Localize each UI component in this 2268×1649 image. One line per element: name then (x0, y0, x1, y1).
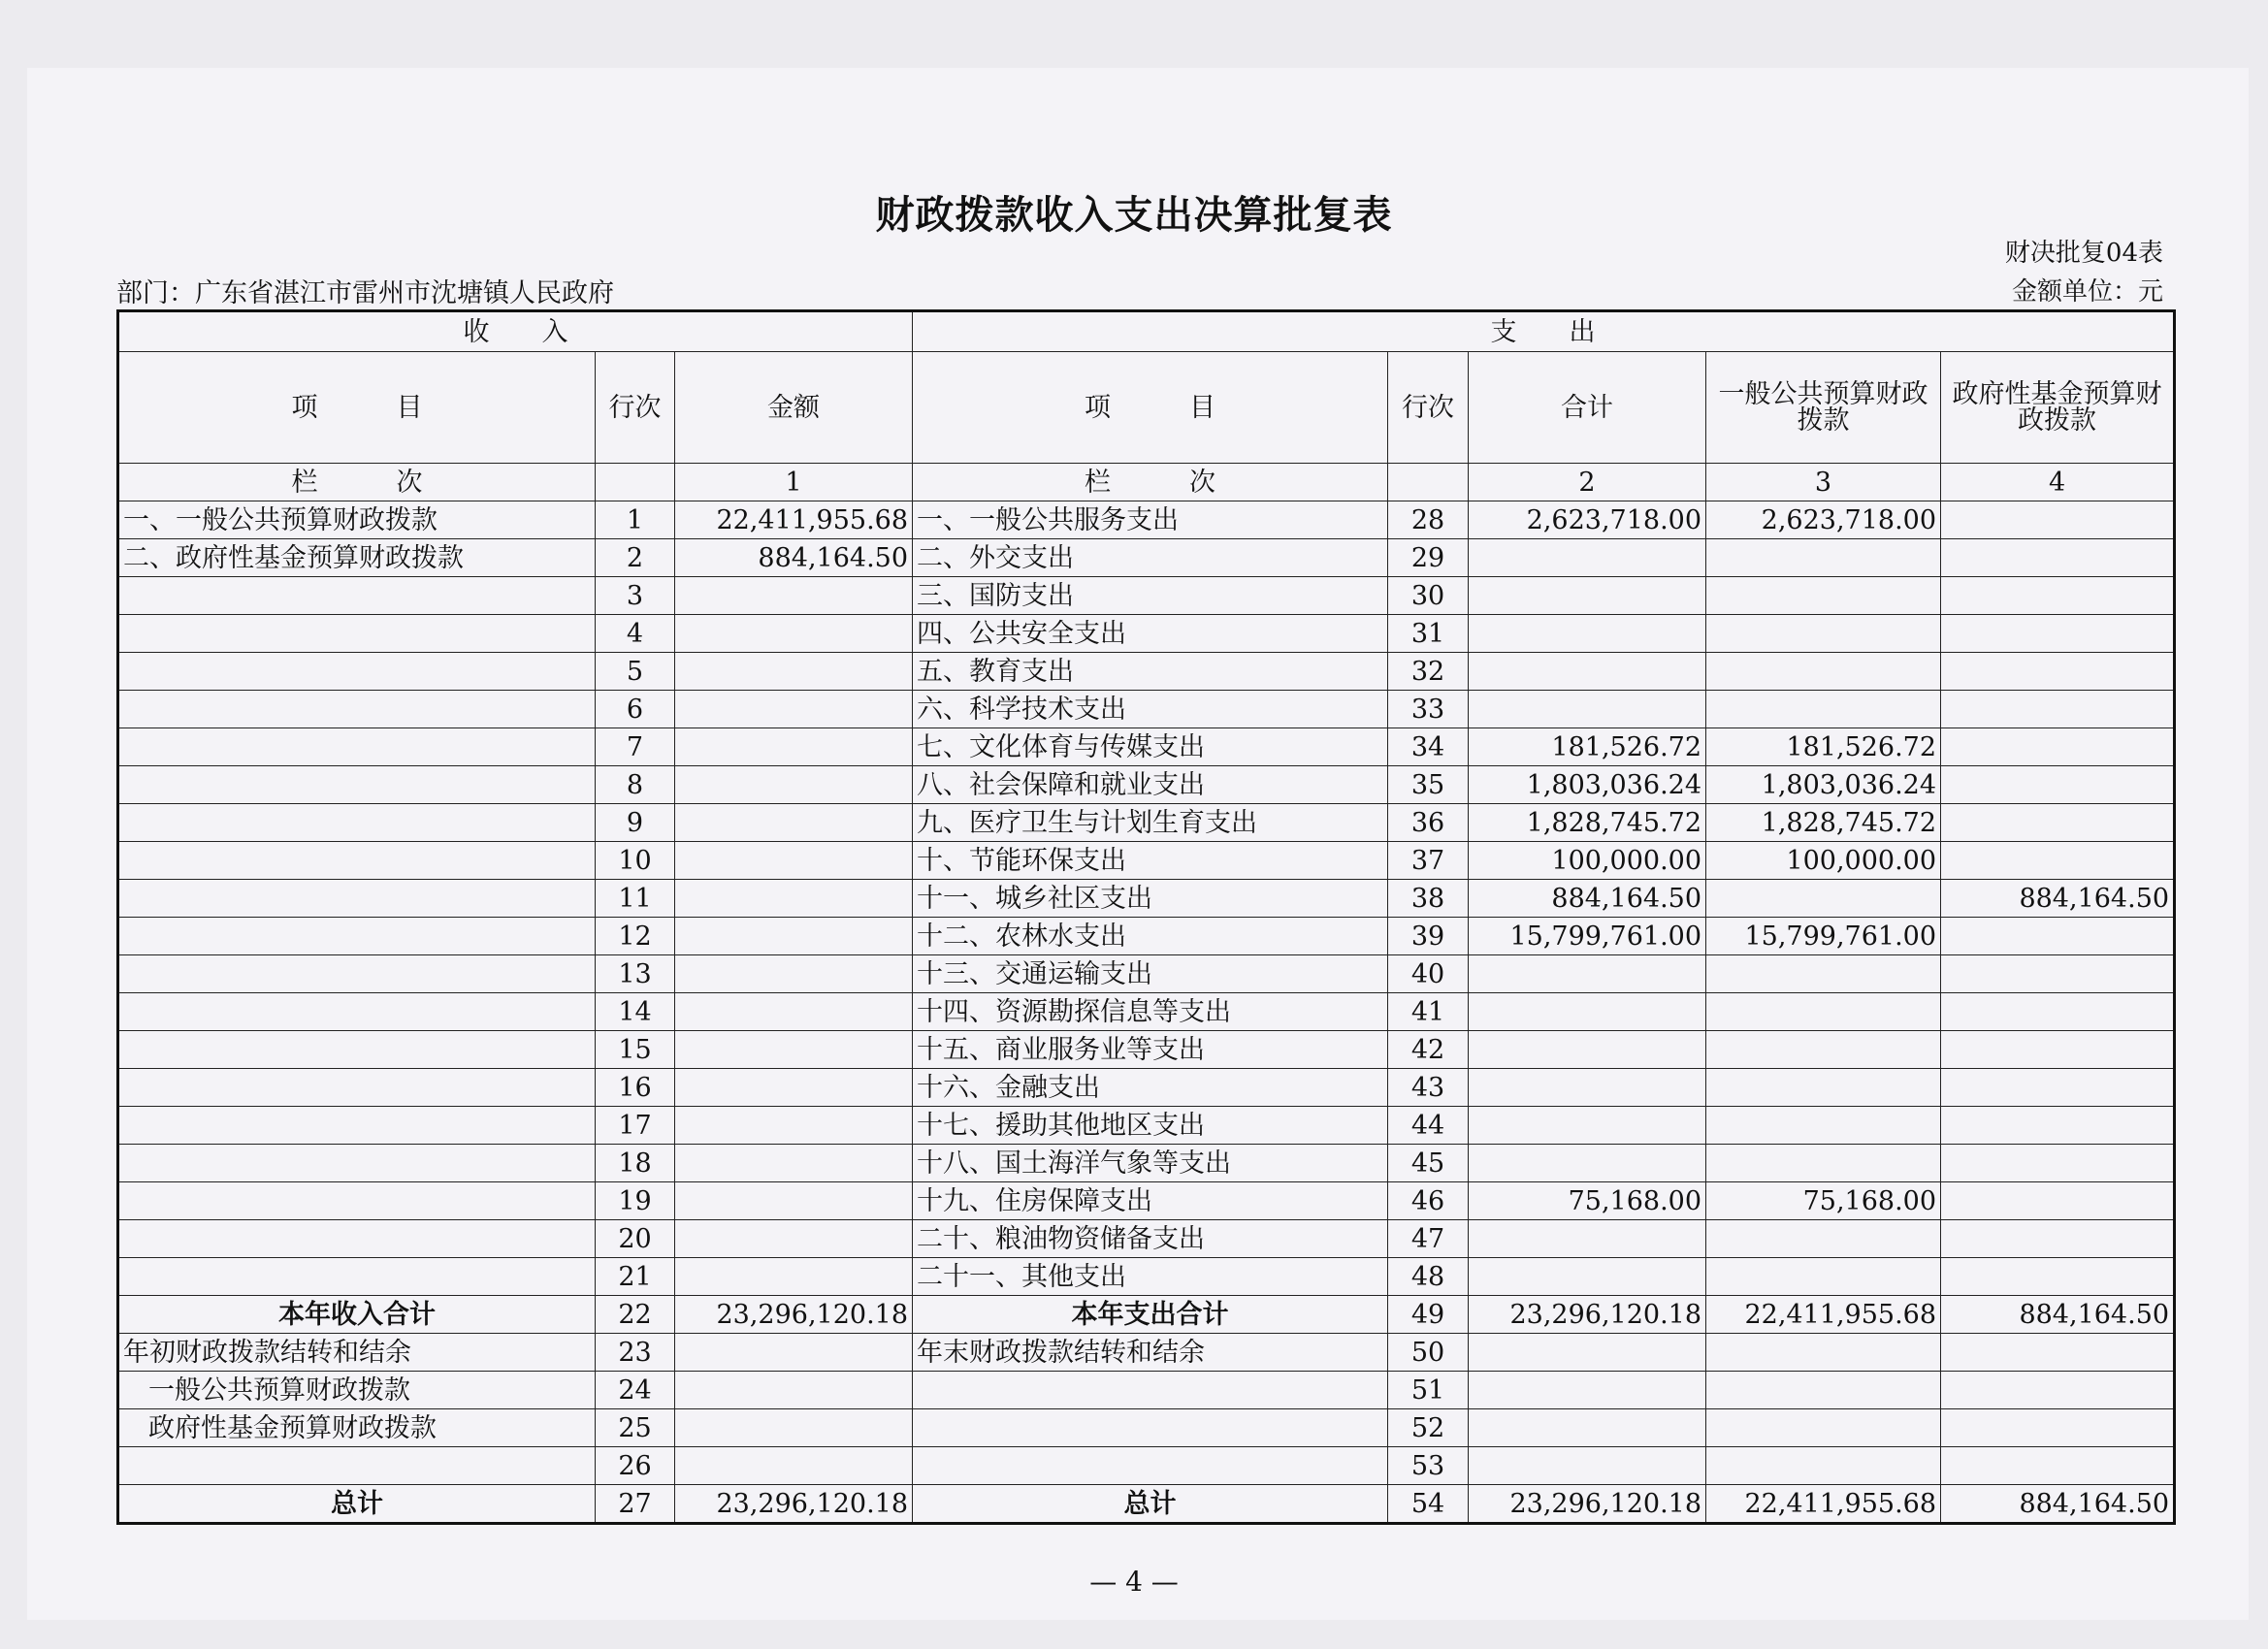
table-row (118, 1258, 2175, 1296)
expense-total-cell: 15,799,761.00 (1469, 918, 1706, 955)
income-amount-cell (675, 955, 913, 993)
general-budget-cell (1706, 1334, 1941, 1372)
expense-row-no-cell: 40 (1388, 955, 1469, 993)
income-row-no-cell: 1 (596, 501, 675, 539)
year-total-row (118, 1296, 2175, 1334)
expense-row-no-cell: 35 (1388, 766, 1469, 804)
fund-budget-cell (1941, 1372, 2175, 1409)
expense-total-cell (1469, 1334, 1706, 1372)
expense-item-cell: 十四、资源勘探信息等支出 (913, 993, 1388, 1031)
income-row-no-cell: 24 (596, 1372, 675, 1409)
income-amount-cell (675, 1182, 913, 1220)
general-budget-cell (1706, 955, 1941, 993)
expense-item-cell: 十三、交通运输支出 (913, 955, 1388, 993)
expense-item-cell: 本年支出合计 (913, 1296, 1388, 1334)
expense-item-cell (913, 1372, 1388, 1409)
expense-row-no-cell: 39 (1388, 918, 1469, 955)
expense-total-header: 合计 (1469, 352, 1706, 464)
income-row-no-cell: 6 (596, 691, 675, 728)
expense-item-cell: 十六、金融支出 (913, 1069, 1388, 1107)
general-budget-cell: 181,526.72 (1706, 728, 1941, 766)
unit-label: 金额单位：元 (2011, 277, 2163, 307)
column-index-1: 1 (675, 464, 913, 501)
income-amount-cell (675, 880, 913, 918)
document-title: 财政拨款收入支出决算批复表 (875, 193, 1393, 238)
fund-budget-cell (1941, 539, 2175, 577)
general-budget-cell (1706, 1447, 1941, 1485)
expense-row-no-cell: 47 (1388, 1220, 1469, 1258)
income-item-cell (118, 1220, 596, 1258)
income-item-cell (118, 1107, 596, 1145)
income-item-cell (118, 728, 596, 766)
income-item-cell: 一、一般公共预算财政拨款 (118, 501, 596, 539)
expense-total-cell (1469, 993, 1706, 1031)
expense-row-no-cell: 49 (1388, 1296, 1469, 1334)
expense-total-cell (1469, 615, 1706, 653)
expense-group-header: 支 出 (913, 311, 2175, 352)
department-label: 部门：广东省湛江市雷州市沈塘镇人民政府 (116, 278, 614, 308)
income-item-cell (118, 653, 596, 691)
income-amount-cell: 22,411,955.68 (675, 501, 913, 539)
expense-row-no-cell: 32 (1388, 653, 1469, 691)
table-row (118, 501, 2175, 539)
fund-budget-cell (1941, 993, 2175, 1031)
income-amount-cell (675, 1409, 913, 1447)
income-row-no-cell: 13 (596, 955, 675, 993)
table-row (118, 615, 2175, 653)
income-item-cell (118, 918, 596, 955)
expense-item-cell (913, 1447, 1388, 1485)
general-budget-cell (1706, 691, 1941, 728)
income-item-cell (118, 577, 596, 615)
income-amount-cell (675, 1372, 913, 1409)
income-row-no-cell: 12 (596, 918, 675, 955)
page-number: — 4 — (1089, 1566, 1179, 1598)
income-amount-cell (675, 615, 913, 653)
general-budget-cell (1706, 577, 1941, 615)
income-row-no-cell: 21 (596, 1258, 675, 1296)
carry-over-row (118, 1372, 2175, 1409)
general-budget-cell (1706, 1409, 1941, 1447)
general-budget-header: 一般公共预算财政拨款 (1706, 352, 1941, 464)
expense-item-cell: 八、社会保障和就业支出 (913, 766, 1388, 804)
income-item-cell (118, 691, 596, 728)
expense-row-no-cell: 28 (1388, 501, 1469, 539)
income-amount-cell: 23,296,120.18 (675, 1296, 913, 1334)
grand-total-row (118, 1485, 2175, 1524)
form-id: 财决批复04表 (2004, 239, 2163, 268)
table-row (118, 842, 2175, 880)
expense-item-cell: 二十、粮油物资储备支出 (913, 1220, 1388, 1258)
income-row-no-cell: 8 (596, 766, 675, 804)
income-item-cell (118, 1145, 596, 1182)
expense-row-no-cell: 50 (1388, 1334, 1469, 1372)
general-budget-cell (1706, 1220, 1941, 1258)
income-row-no-cell: 17 (596, 1107, 675, 1145)
general-budget-cell (1706, 1258, 1941, 1296)
income-item-cell (118, 842, 596, 880)
income-amount-cell (675, 1031, 913, 1069)
general-budget-cell (1706, 880, 1941, 918)
carry-over-row (118, 1447, 2175, 1485)
fund-budget-cell: 884,164.50 (1941, 1296, 2175, 1334)
expense-item-cell: 十、节能环保支出 (913, 842, 1388, 880)
expense-row-no-cell: 34 (1388, 728, 1469, 766)
table-row (118, 653, 2175, 691)
expense-item-cell: 年末财政拨款结转和结余 (913, 1334, 1388, 1372)
income-item-cell: 二、政府性基金预算财政拨款 (118, 539, 596, 577)
general-budget-cell: 2,623,718.00 (1706, 501, 1941, 539)
expense-item-cell: 十八、国土海洋气象等支出 (913, 1145, 1388, 1182)
income-amount-cell (675, 653, 913, 691)
fund-budget-cell (1941, 577, 2175, 615)
column-index-empty (596, 464, 675, 501)
income-row-no-cell: 4 (596, 615, 675, 653)
expense-row-no-cell: 43 (1388, 1069, 1469, 1107)
expense-item-cell: 十一、城乡社区支出 (913, 880, 1388, 918)
expense-row-no-cell: 54 (1388, 1485, 1469, 1524)
expense-item-cell: 二十一、其他支出 (913, 1258, 1388, 1296)
column-index-label-left: 栏 次 (118, 464, 596, 501)
income-item-cell (118, 1447, 596, 1485)
fund-budget-cell (1941, 1107, 2175, 1145)
expense-total-cell (1469, 1372, 1706, 1409)
income-item-cell (118, 1258, 596, 1296)
table-row (118, 728, 2175, 766)
table-row (118, 1220, 2175, 1258)
carry-over-row (118, 1334, 2175, 1372)
expense-row-no-header: 行次 (1388, 352, 1469, 464)
income-item-header: 项 目 (118, 352, 596, 464)
expense-row-no-cell: 41 (1388, 993, 1469, 1031)
expense-total-cell (1469, 577, 1706, 615)
expense-item-cell: 总计 (913, 1485, 1388, 1524)
income-row-no-cell: 5 (596, 653, 675, 691)
income-amount-cell (675, 804, 913, 842)
income-item-cell (118, 766, 596, 804)
expense-row-no-cell: 44 (1388, 1107, 1469, 1145)
income-amount-cell (675, 1145, 913, 1182)
expense-row-no-cell: 31 (1388, 615, 1469, 653)
expense-item-cell: 十二、农林水支出 (913, 918, 1388, 955)
column-index-3: 3 (1706, 464, 1941, 501)
expense-total-cell (1469, 653, 1706, 691)
income-amount-cell (675, 1107, 913, 1145)
income-row-no-cell: 16 (596, 1069, 675, 1107)
income-row-no-cell: 23 (596, 1334, 675, 1372)
income-row-no-cell: 26 (596, 1447, 675, 1485)
income-amount-cell (675, 766, 913, 804)
expense-total-cell: 1,803,036.24 (1469, 766, 1706, 804)
income-item-cell (118, 1182, 596, 1220)
fund-budget-cell: 884,164.50 (1941, 880, 2175, 918)
column-index-empty (1388, 464, 1469, 501)
table-row (118, 880, 2175, 918)
table-row (118, 993, 2175, 1031)
general-budget-cell: 75,168.00 (1706, 1182, 1941, 1220)
general-budget-cell: 22,411,955.68 (1706, 1485, 1941, 1524)
income-row-no-cell: 27 (596, 1485, 675, 1524)
general-budget-cell (1706, 539, 1941, 577)
appropriation-table (116, 309, 2176, 1525)
general-budget-cell (1706, 1372, 1941, 1409)
income-row-no-cell: 22 (596, 1296, 675, 1334)
fund-budget-cell (1941, 653, 2175, 691)
income-amount-cell (675, 1334, 913, 1372)
income-amount-cell (675, 918, 913, 955)
expense-total-cell (1469, 955, 1706, 993)
income-row-no-cell: 11 (596, 880, 675, 918)
fund-budget-cell (1941, 728, 2175, 766)
income-row-no-cell: 19 (596, 1182, 675, 1220)
income-amount-cell (675, 1220, 913, 1258)
expense-total-cell (1469, 1258, 1706, 1296)
expense-row-no-cell: 42 (1388, 1031, 1469, 1069)
expense-row-no-cell: 30 (1388, 577, 1469, 615)
expense-item-cell: 十七、援助其他地区支出 (913, 1107, 1388, 1145)
expense-item-cell: 九、医疗卫生与计划生育支出 (913, 804, 1388, 842)
income-item-cell: 本年收入合计 (118, 1296, 596, 1334)
income-row-no-cell: 7 (596, 728, 675, 766)
general-budget-cell: 22,411,955.68 (1706, 1296, 1941, 1334)
income-item-cell (118, 993, 596, 1031)
expense-item-cell: 七、文化体育与传媒支出 (913, 728, 1388, 766)
expense-total-cell: 2,623,718.00 (1469, 501, 1706, 539)
income-row-no-cell: 18 (596, 1145, 675, 1182)
expense-row-no-cell: 36 (1388, 804, 1469, 842)
expense-row-no-cell: 29 (1388, 539, 1469, 577)
expense-total-cell (1469, 1107, 1706, 1145)
income-row-no-header: 行次 (596, 352, 675, 464)
expense-row-no-cell: 38 (1388, 880, 1469, 918)
income-amount-cell (675, 577, 913, 615)
table-row (118, 955, 2175, 993)
income-item-cell (118, 955, 596, 993)
expense-row-no-cell: 53 (1388, 1447, 1469, 1485)
income-row-no-cell: 15 (596, 1031, 675, 1069)
income-amount-cell (675, 1069, 913, 1107)
fund-budget-cell (1941, 615, 2175, 653)
income-amount-cell (675, 842, 913, 880)
income-item-cell: 政府性基金预算财政拨款 (118, 1409, 596, 1447)
expense-total-cell (1469, 1220, 1706, 1258)
income-row-no-cell: 14 (596, 993, 675, 1031)
fund-budget-cell (1941, 1069, 2175, 1107)
income-row-no-cell: 3 (596, 577, 675, 615)
expense-total-cell (1469, 1409, 1706, 1447)
column-index-2: 2 (1469, 464, 1706, 501)
fund-budget-cell (1941, 1145, 2175, 1182)
fund-budget-cell (1941, 1182, 2175, 1220)
income-amount-cell (675, 728, 913, 766)
fund-budget-cell (1941, 691, 2175, 728)
expense-total-cell: 100,000.00 (1469, 842, 1706, 880)
expense-total-cell: 75,168.00 (1469, 1182, 1706, 1220)
general-budget-cell (1706, 1069, 1941, 1107)
expense-total-cell (1469, 1069, 1706, 1107)
fund-budget-cell (1941, 766, 2175, 804)
table-row (118, 577, 2175, 615)
expense-row-no-cell: 48 (1388, 1258, 1469, 1296)
expense-total-cell (1469, 1031, 1706, 1069)
expense-total-cell: 23,296,120.18 (1469, 1485, 1706, 1524)
general-budget-cell: 1,828,745.72 (1706, 804, 1941, 842)
expense-item-cell: 三、国防支出 (913, 577, 1388, 615)
column-index-4: 4 (1941, 464, 2175, 501)
income-row-no-cell: 25 (596, 1409, 675, 1447)
income-item-cell (118, 804, 596, 842)
expense-total-cell (1469, 1447, 1706, 1485)
general-budget-cell (1706, 1031, 1941, 1069)
income-item-cell: 年初财政拨款结转和结余 (118, 1334, 596, 1372)
expense-item-cell: 二、外交支出 (913, 539, 1388, 577)
table-row (118, 766, 2175, 804)
general-budget-cell: 15,799,761.00 (1706, 918, 1941, 955)
income-amount-cell (675, 691, 913, 728)
expense-item-cell: 六、科学技术支出 (913, 691, 1388, 728)
income-amount-cell: 23,296,120.18 (675, 1485, 913, 1524)
table-row (118, 1069, 2175, 1107)
income-group-header: 收 入 (118, 311, 913, 352)
income-row-no-cell: 2 (596, 539, 675, 577)
general-budget-cell: 1,803,036.24 (1706, 766, 1941, 804)
general-budget-cell (1706, 1145, 1941, 1182)
general-budget-cell (1706, 1107, 1941, 1145)
table-row (118, 918, 2175, 955)
income-amount-cell (675, 1258, 913, 1296)
expense-row-no-cell: 45 (1388, 1145, 1469, 1182)
general-budget-cell: 100,000.00 (1706, 842, 1941, 880)
fund-budget-cell (1941, 842, 2175, 880)
carry-over-row (118, 1409, 2175, 1447)
expense-item-cell: 四、公共安全支出 (913, 615, 1388, 653)
fund-budget-cell (1941, 1409, 2175, 1447)
income-amount-cell: 884,164.50 (675, 539, 913, 577)
expense-item-cell: 十九、住房保障支出 (913, 1182, 1388, 1220)
expense-total-cell: 884,164.50 (1469, 880, 1706, 918)
expense-item-cell: 五、教育支出 (913, 653, 1388, 691)
fund-budget-cell (1941, 955, 2175, 993)
fund-budget-cell (1941, 1220, 2175, 1258)
expense-item-cell: 十五、商业服务业等支出 (913, 1031, 1388, 1069)
expense-item-header: 项 目 (913, 352, 1388, 464)
table-row (118, 1145, 2175, 1182)
table-row (118, 539, 2175, 577)
income-amount-cell (675, 993, 913, 1031)
table-row (118, 1182, 2175, 1220)
fund-budget-cell (1941, 1334, 2175, 1372)
income-item-cell: 一般公共预算财政拨款 (118, 1372, 596, 1409)
table-row (118, 804, 2175, 842)
income-item-cell (118, 880, 596, 918)
income-item-cell (118, 615, 596, 653)
fund-budget-cell (1941, 1258, 2175, 1296)
expense-total-cell: 181,526.72 (1469, 728, 1706, 766)
fund-budget-header: 政府性基金预算财政拨款 (1941, 352, 2175, 464)
fund-budget-cell (1941, 804, 2175, 842)
fund-budget-cell (1941, 1031, 2175, 1069)
expense-total-cell: 23,296,120.18 (1469, 1296, 1706, 1334)
expense-item-cell: 一、一般公共服务支出 (913, 501, 1388, 539)
general-budget-cell (1706, 615, 1941, 653)
general-budget-cell (1706, 653, 1941, 691)
expense-row-no-cell: 51 (1388, 1372, 1469, 1409)
expense-total-cell (1469, 539, 1706, 577)
table-row (118, 691, 2175, 728)
income-amount-cell (675, 1447, 913, 1485)
general-budget-cell (1706, 993, 1941, 1031)
column-index-label-right: 栏 次 (913, 464, 1388, 501)
expense-row-no-cell: 52 (1388, 1409, 1469, 1447)
expense-row-no-cell: 46 (1388, 1182, 1469, 1220)
income-item-cell (118, 1031, 596, 1069)
income-row-no-cell: 9 (596, 804, 675, 842)
expense-total-cell (1469, 1145, 1706, 1182)
fund-budget-cell (1941, 1447, 2175, 1485)
income-amount-header: 金额 (675, 352, 913, 464)
income-item-cell (118, 1069, 596, 1107)
expense-total-cell: 1,828,745.72 (1469, 804, 1706, 842)
fund-budget-cell: 884,164.50 (1941, 1485, 2175, 1524)
table-row (118, 1031, 2175, 1069)
income-row-no-cell: 20 (596, 1220, 675, 1258)
fund-budget-cell (1941, 918, 2175, 955)
income-item-cell: 总计 (118, 1485, 596, 1524)
fund-budget-cell (1941, 501, 2175, 539)
expense-item-cell (913, 1409, 1388, 1447)
table-row (118, 1107, 2175, 1145)
expense-row-no-cell: 33 (1388, 691, 1469, 728)
expense-row-no-cell: 37 (1388, 842, 1469, 880)
expense-total-cell (1469, 691, 1706, 728)
income-row-no-cell: 10 (596, 842, 675, 880)
